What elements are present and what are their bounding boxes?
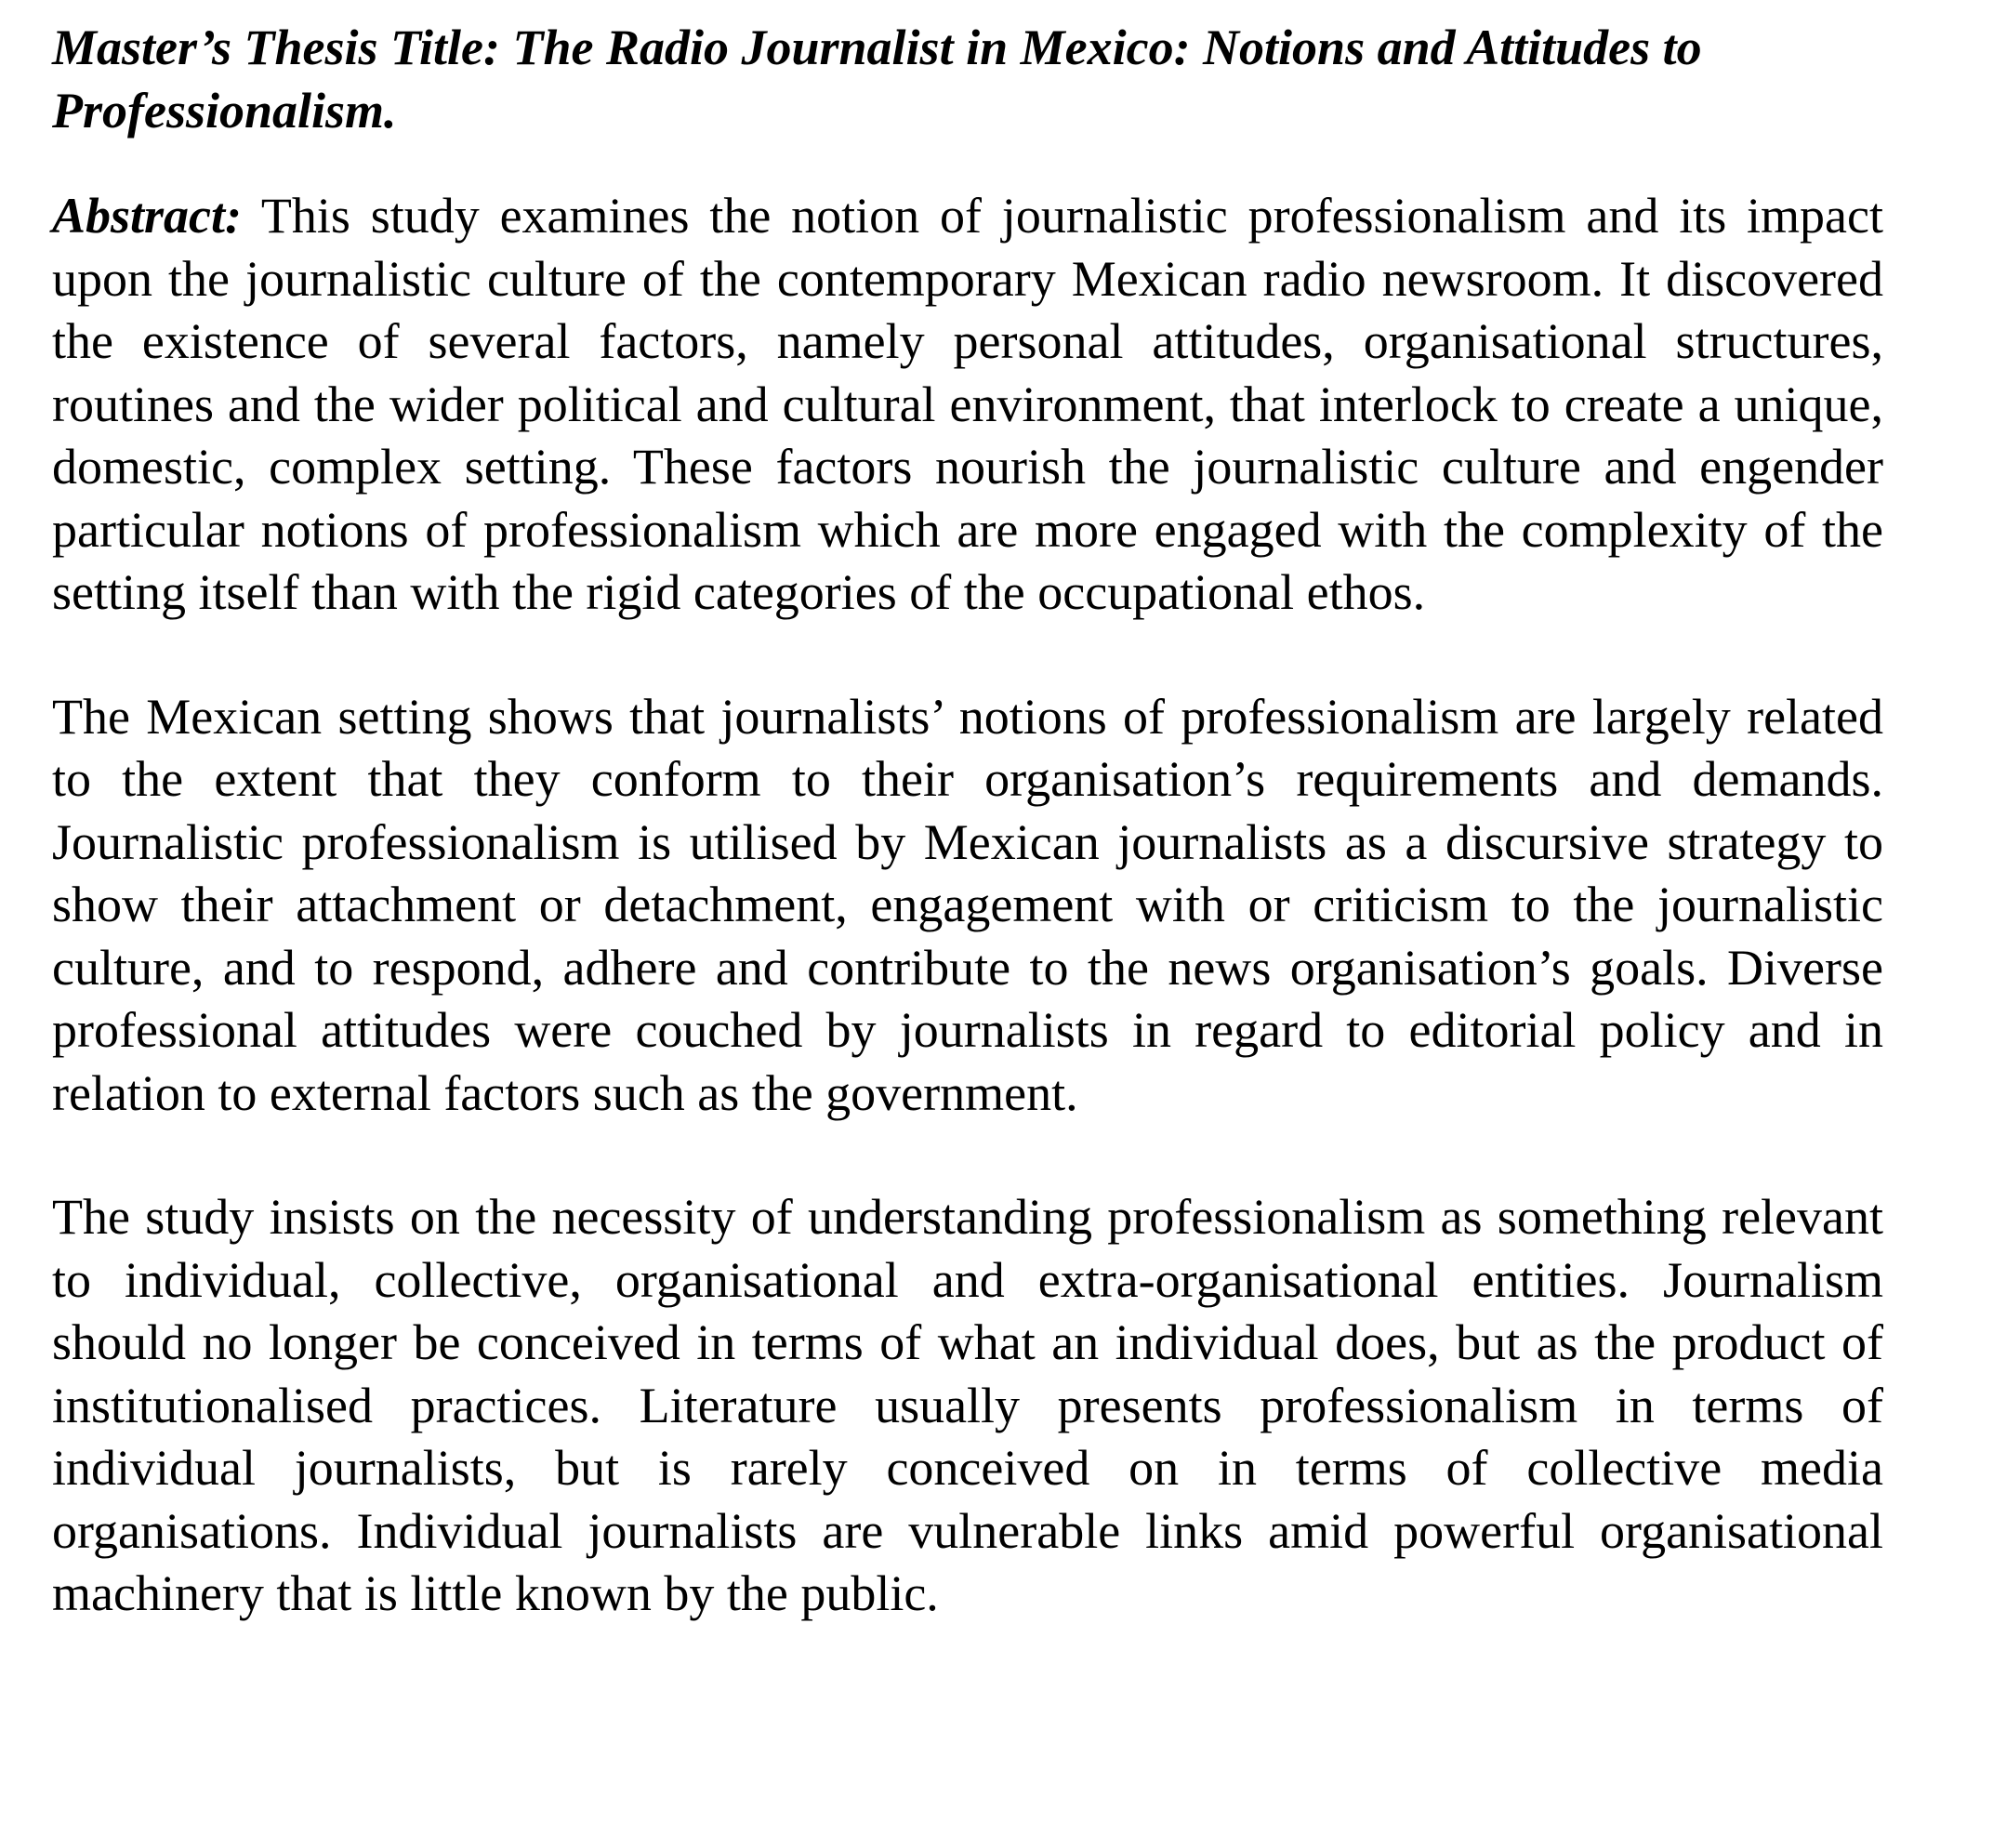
body-paragraph-3: The study insists on the necessity of understanding professionalism as something relevant to individual, collective, organisational and extra-organisational entities. Journalism should no longer be conceived in terms of what an individual does, but as the product of institutionalised practices. Literature usually presents professionalism in terms of individual journalists, but is rarely conceived on in terms of collective media organisations. Individual journalists are vulnerable links amid powerful organisational machinery that is little known by the public. [52, 1189, 1883, 1621]
thesis-title: Master’s Thesis Title: The Radio Journalist in Mexico: Notions and Attitudes to Professionalism. [52, 20, 1702, 139]
document-page [52, 17, 1883, 1687]
abstract-label: Abstract: [52, 188, 243, 244]
abstract-text: This study examines the notion of journalistic professionalism and its impact upon the journalistic culture of the contemporary Mexican radio newsroom. It discovered the existence of several factors, namely personal attitudes, organisational structures, routines and the wider political and cultural environment, that interlock to create a unique, domestic, complex setting. These factors nourish the journalistic culture and engender particular notions of professionalism which are more engaged with the complexity of the setting itself than with the rigid categories of the occupational ethos. [52, 188, 1883, 620]
abstract-paragraph [52, 185, 1883, 625]
body-paragraph-2: The Mexican setting shows that journalists’ notions of professionalism are largely related to the extent that they conform to their organisation’s requirements and demands. Journalistic professionalism is utilised by Mexican journalists as a discursive strategy to show their attachment or detachment, engagement with or criticism to the journalistic culture, and to respond, adhere and contribute to the news organisation’s goals. Diverse professional attitudes were couched by journalists in regard to editorial policy and in relation to external factors such as the government. [52, 688, 1883, 1121]
